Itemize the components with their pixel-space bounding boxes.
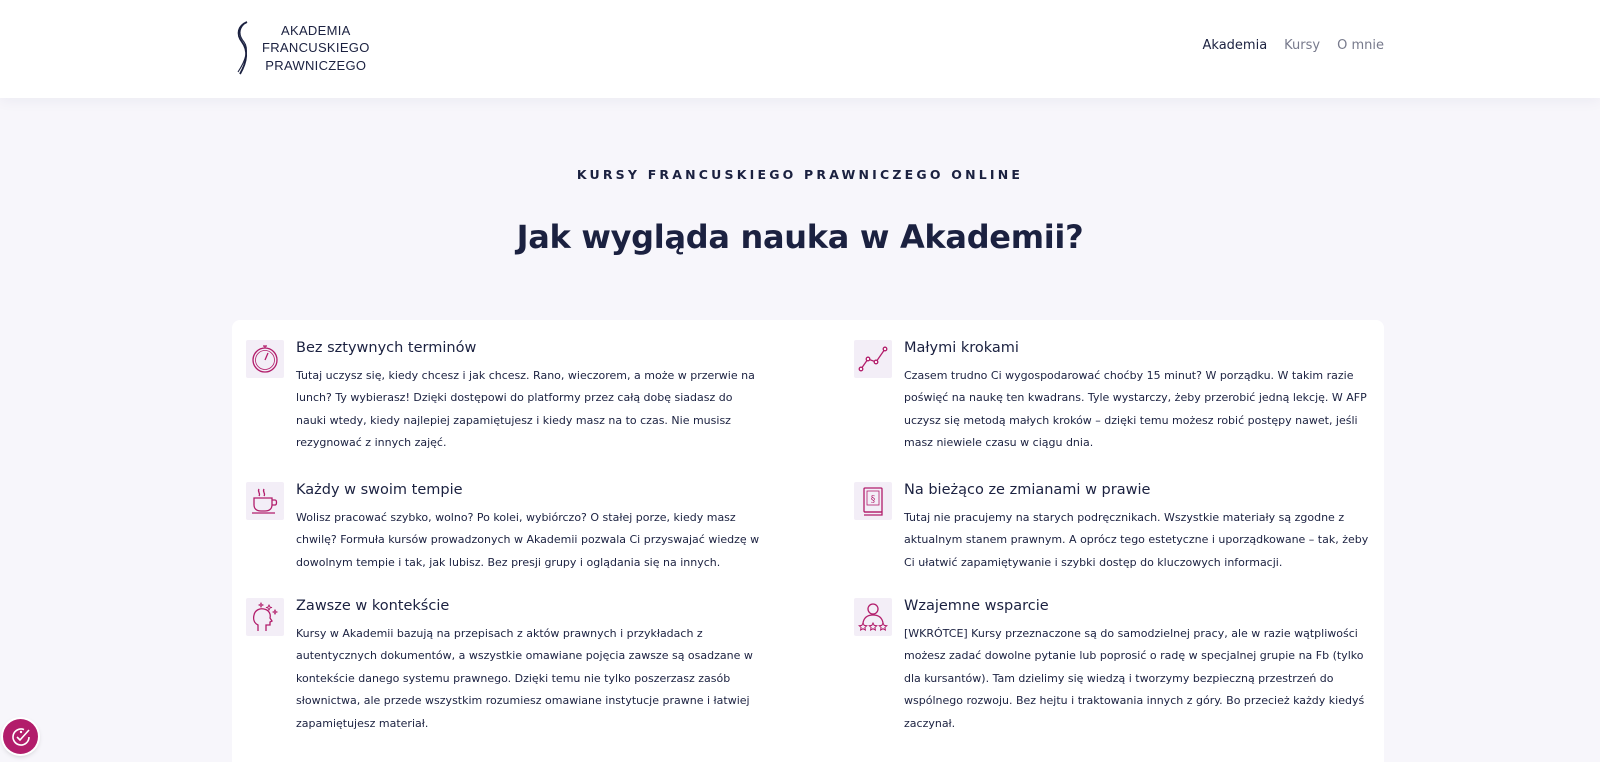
feature-title: Bez sztywnych terminów [296, 340, 477, 356]
head-sparkles-icon [246, 598, 284, 636]
logo-line: PRAWNICZEGO [265, 57, 367, 73]
line-chart-icon [854, 340, 892, 378]
feature-description: Tutaj uczysz się, kiedy chcesz i jak chcesz. Rano, wieczorem, a może w przerwie na lunch? Ty wybierasz! Dzięki dostępowi do platformy przez całą dobę siadasz do nauki wtedy, kiedy najlepiej zapamiętujesz i kiedy masz na to czas. Nie musisz rezygnować z innych zajęć. [296, 369, 755, 450]
nav-o-mnie[interactable]: O mnie [1337, 38, 1384, 53]
logo-text [262, 22, 370, 75]
feature-title: Na bieżąco ze zmianami w prawie [904, 482, 1151, 498]
logo-line: FRANCUSKIEGO [262, 40, 370, 56]
feature-title: Zawsze w kontekście [296, 598, 450, 614]
nav-akademia[interactable]: Akademia [1202, 38, 1268, 53]
feature-description: Czasem trudno Ci wygospodarować choćby 15 minut? W porządku. W takim razie poświęć na naukę ten kwadrans. Tyle wystarczy, żeby przerobić jedną lekcję. W AFP uczysz się metodą małych kroków – dzięki temu możesz robić postępy nawet, jeśli masz niewiele czasu w ciągu dnia. [904, 369, 1367, 450]
feature-description: Wolisz pracować szybko, wolno? Po kolei, wybiórczo? O stałej porze, kiedy masz chwilę? Formuła kursów prowadzonych w Akademii pozwala Ci przyswajać wiedzę w dowolnym tempie i tak, jak lubisz. Bez presji grupy i oglądania się na innych. [296, 511, 760, 569]
coffee-cup-icon [246, 482, 284, 520]
logo-line: AKADEMIA [281, 22, 351, 38]
feature-description: Kursy w Akademii bazują na przepisach z aktów prawnych i przykładach z autentycznych dokumentów, a wszystkie omawiane pojęcia zawsze są osadzane w kontekście danego systemu prawnego. Dzięki temu nie tylko poszerzasz zasób słownictwa, ale przede wszystkim rozumiesz omawiane instytucje prawne i łatwiej zapamiętujesz materiał. [296, 627, 753, 730]
nav-kursy[interactable]: Kursy [1284, 38, 1321, 53]
section-kicker: KURSY FRANCUSKIEGO PRAWNICZEGO ONLINE [576, 167, 1024, 182]
feature-title: Wzajemne wsparcie [904, 598, 1049, 614]
feature-description: Tutaj nie pracujemy na starych podręcznikach. Wszystkie materiały są zgodne z aktualnym stanem prawnym. A oprócz tego estetyczne i uporządkowane – tak, żeby Ci ułatwić zapamiętywanie i szybki dostęp do kluczowych informacji. [904, 511, 1369, 569]
accessibility-button[interactable] [3, 719, 38, 754]
site-header [0, 0, 1600, 98]
law-book-icon [854, 482, 892, 520]
person-stars-icon [854, 598, 892, 636]
svg-text:§: § [870, 495, 876, 505]
site-logo[interactable] [234, 18, 370, 78]
section-title: Jak wygląda nauka w Akademii? [516, 218, 1084, 256]
accessibility-icon [9, 725, 33, 749]
feature-title: Każdy w swoim tempie [296, 482, 463, 498]
logo-mark-icon [234, 20, 254, 76]
feature-title: Małymi krokami [904, 340, 1019, 356]
main-nav [1203, 38, 1384, 53]
features-card [232, 320, 1384, 762]
stopwatch-icon [246, 340, 284, 378]
feature-description: [WKRÓTCE] Kursy przeznaczone są do samodzielnej pracy, ale w razie wątpliwości możesz zadać dowolne pytanie lub poprosić o radę w specjalnej grupie na Fb (tylko dla kursantów). Tam dzielimy się wiedzą i tworzymy bezpieczną przestrzeń do wspólnego rozwoju. Bez hejtu i traktowania innych z góry. Bo przecież każdy kiedyś zaczynał. [904, 627, 1365, 730]
